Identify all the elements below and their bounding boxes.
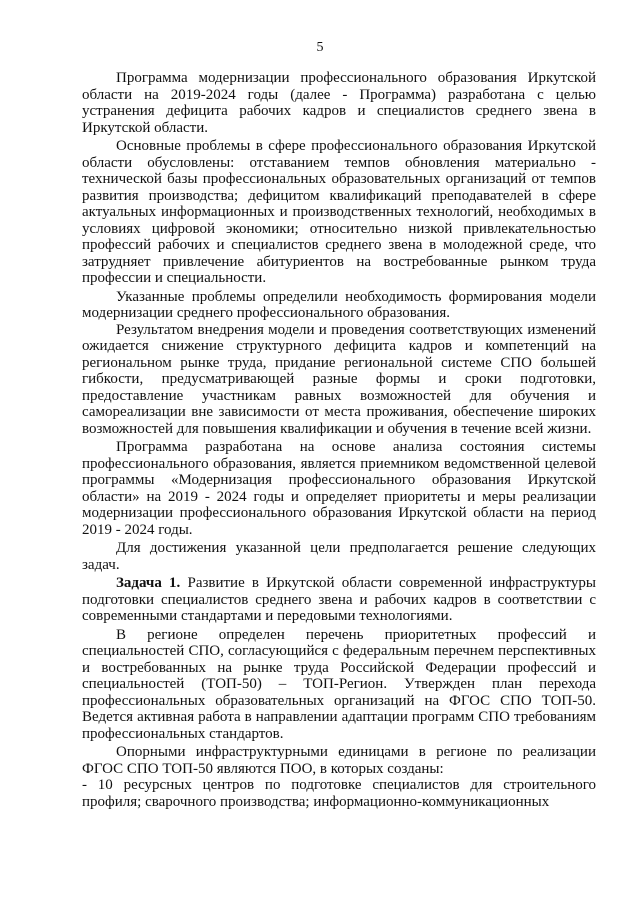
- task-1-paragraph: [82, 575, 596, 625]
- paragraph-main-problems: Основные проблемы в сфере профессионального образования Иркутской области обусловлены: отставанием темпов обновления материально - технической базы профессиональных образовательных организаций от темпов развития производства; дефицитом квалификаций преподавателей в сфере актуальных информационных и производственных технологий, необходимых в условиях цифровой экономики; относительно низкой привлекательностью профессий рабочих и специалистов среднего звена в молодежной среде, что затрудняет привлечение абитуриентов на востребованные рынком труда профессии и специальности.: [82, 138, 596, 286]
- page-number: 5: [316, 40, 324, 55]
- task-1-label: Задача 1.: [116, 575, 181, 591]
- paragraph-top-region: В регионе определен перечень приоритетных профессий и специальностей СПО, согласующийся с федеральным перечнем перспективных и востребованных на рынке труда Российской Федерации профессий и специальностей (ТОП-50) – ТОП-Регион. Утвержден план перехода профессиональных образовательных организаций на ФГОС СПО ТОП-50. Ведется активная работа в направлении адаптации программ СПО требованиям профессиональных стандартов.: [82, 626, 596, 742]
- list-item-resource-centers: - 10 ресурсных центров по подготовке специалистов для строительного профиля; сварочного производства; информационно-коммуникационных: [82, 777, 596, 810]
- paragraph-problems-defined: Указанные проблемы определили необходимость формирования модели модернизации среднего профессионального образования.: [82, 288, 596, 321]
- paragraph-program-purpose: Программа модернизации профессионального образования Иркутской области на 2019-2024 годы (далее - Программа) разработана с целью устранения дефицита рабочих кадров и специалистов среднего звена в Иркутской области.: [82, 70, 596, 136]
- task-1-text: Развитие в Иркутской области современной инфраструктуры подготовки специалистов среднего звена и рабочих кадров в соответствии с современными стандартами и передовыми технологиями.: [82, 575, 596, 624]
- paragraph-expected-results: Результатом внедрения модели и проведения соответствующих изменений ожидается снижение структурного дефицита кадров и компетенций на региональном рынке труда, придание региональной системе СПО большей гибкости, предусматривающей разные формы и сроки подготовки, предоставление участникам равных возможностей для обучения и самореализации вне зависимости от места проживания, обеспечение широких возможностей для повышения квалификации и обучения в течение всей жизни.: [82, 321, 596, 437]
- document-body: [82, 70, 596, 810]
- paragraph-tasks-intro: Для достижения указанной цели предполагается решение следующих задач.: [82, 540, 596, 573]
- paragraph-infrastructure-units: Опорными инфраструктурными единицами в регионе по реализации ФГОС СПО ТОП-50 являются ПОО, в которых созданы:: [82, 744, 596, 777]
- paragraph-program-basis: Программа разработана на основе анализа состояния системы профессионального образования, является приемником ведомственной целевой программы «Модернизация профессионального образования Иркутской области» на 2019 - 2024 годы и определяет приоритеты и меры реализации модернизации профессионального образования Иркутской области на период 2019 - 2024 годы.: [82, 439, 596, 538]
